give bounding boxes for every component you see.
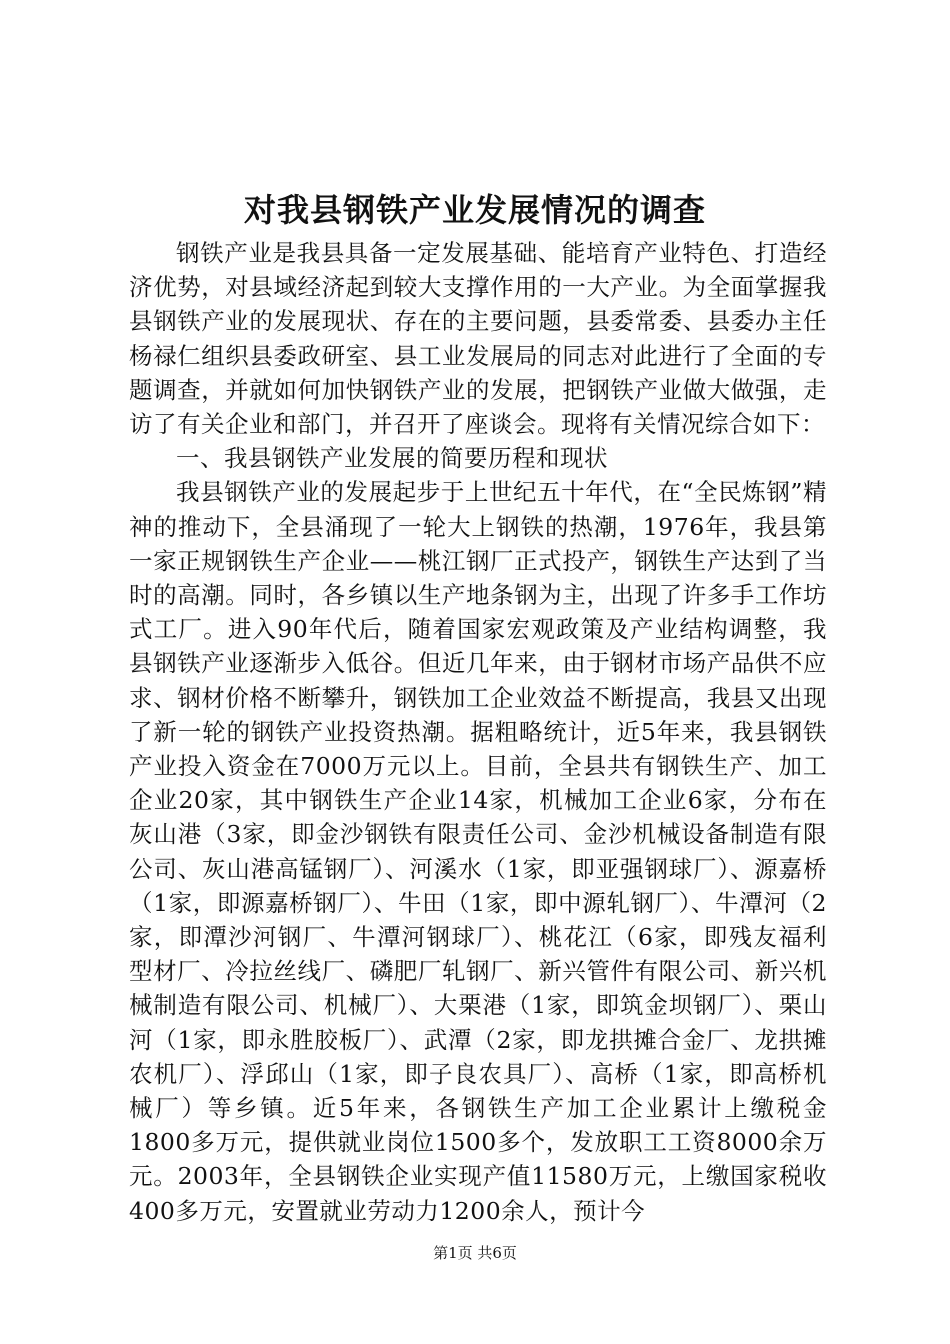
paragraph-intro: 钢铁产业是我县具备一定发展基础、能培育产业特色、打造经济优势，对县域经济起到较大支撑作用的一大产业。为全面掌握我县钢铁产业的发展现状、存在的主要问题，县委常委、县委办主任杨禄仁组织县委政研室、县工业发展局的同志对此进行了全面的专题调查，并就如何加快钢铁产业的发展，把钢铁产业做大做强，走访了有关企业和部门，并召开了座谈会。现将有关情况综合如下： — [129, 239, 827, 439]
section-heading-1: 一、我县钢铁产业发展的简要历程和现状 — [176, 444, 608, 473]
document-body — [129, 236, 827, 1228]
paragraph-history: 我县钢铁产业的发展起步于上世纪五十年代，在“全民炼钢”精神的推动下，全县涌现了一轮大上钢铁的热潮，1976年，我县第一家正规钢铁生产企业——桃江钢厂正式投产，钢铁生产达到了当时的高潮。同时，各乡镇以生产地条钢为主，出现了许多手工作坊式工厂。进入90年代后，随着国家宏观政策及产业结构调整，我县钢铁产业逐渐步入低谷。但近几年来，由于钢材市场产品供不应求、钢材价格不断攀升，钢铁加工企业效益不断提高，我县又出现了新一轮的钢铁产业投资热潮。据粗略统计，近5年来，我县钢铁产业投入资金在7000万元以上。目前，全县共有钢铁生产、加工企业20家，其中钢铁生产企业14家，机械加工企业6家，分布在灰山港（3家，即金沙钢铁有限责任公司、金沙机械设备制造有限公司、灰山港高锰钢厂）、河溪水（1家，即亚强钢球厂）、源嘉桥（1家，即源嘉桥钢厂）、牛田（1家，即中源轧钢厂）、牛潭河（2家，即潭沙河钢厂、牛潭河钢球厂）、桃花江（6家，即残友福利型材厂、冷拉丝线厂、磷肥厂轧钢厂、新兴管件有限公司、新兴机械制造有限公司、机械厂）、大栗港（1家，即筑金坝钢厂）、栗山河（1家，即永胜胶板厂）、武潭（2家，即龙拱摊合金厂、龙拱摊农机厂）、浮邱山（1家，即子良农具厂）、高桥（1家，即高桥机械厂）等乡镇。近5年来，各钢铁生产加工企业累计上缴税金1800多万元，提供就业岗位1500多个，发放职工工资8000余万元。2003年，全县钢铁企业实现产值11580万元，上缴国家税收400多万元，安置就业劳动力1200余人，预计今 — [129, 478, 827, 1225]
document-title: 对我县钢铁产业发展情况的调查 — [243, 191, 706, 229]
page-number: 第1页 共6页 — [433, 1244, 517, 1262]
